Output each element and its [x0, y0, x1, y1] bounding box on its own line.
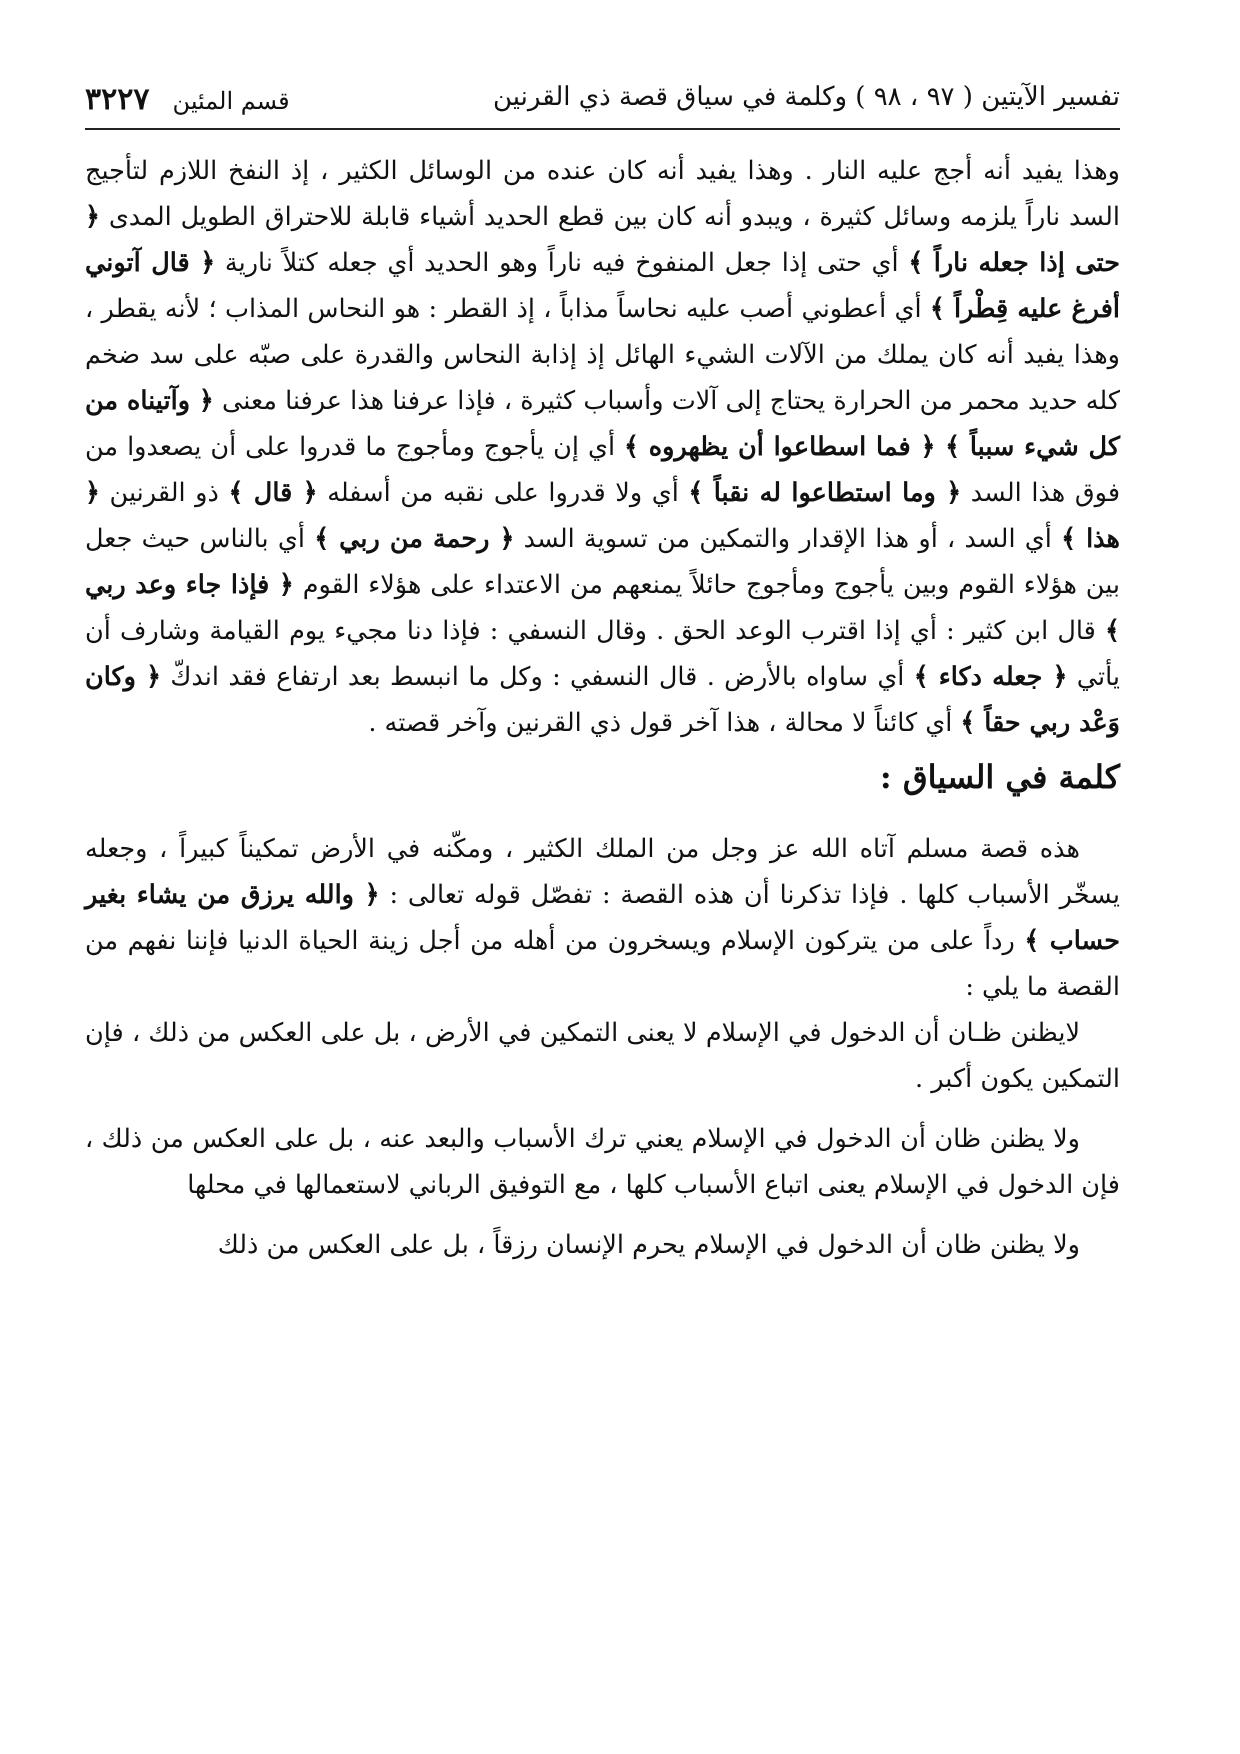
commentary-text: قال ابن كثير : أي إذا اقترب الوعد الحق . وقال النسفي : فإذا دنا مجيء يوم القيامة وشارف أن يأتي	[85, 616, 1120, 692]
commentary-paragraph	[85, 148, 1120, 746]
commentary-text: أي ساواه بالأرض . قال النسفي : وكل ما انبسط بعد ارتفاع فقد اندكّ	[161, 662, 914, 692]
commentary-text: وهذا يفيد أنه أجج عليه النار . وهذا يفيد أنه كان عنده من الوسائل الكثير ، إذ النفخ اللازم لتأجيج السد ناراً يلزمه وسائل كثيرة ، ويبدو أنه كان بين قطع الحديد أشياء قابلة للاحتراق الطويل المدى	[85, 156, 1120, 232]
quran-verse: ﴿ وآتيناه من كل شيء سبباً ﴾ ﴿ فما اسطاعوا أن يظهروه ﴾	[85, 386, 1120, 462]
point-paragraph-1: لايظنن ظـان أن الدخول في الإسلام لا يعنى التمكين في الأرض ، بل على العكس من ذلك ، فإن التمكين يكون أكبر .	[85, 1018, 1120, 1094]
section-heading: كلمة في السياق :	[879, 758, 1120, 796]
commentary-text: أي إن يأجوج ومأجوج ما قدروا على أن يصعدوا من فوق هذا السد	[85, 432, 1121, 508]
quran-verse: ﴿ حتى إذا جعله ناراً ﴾	[85, 202, 1121, 278]
quran-verse: ﴿ قال ﴾	[228, 478, 318, 508]
page-number: ٣٢٢٧	[85, 82, 150, 117]
quran-verse: ﴿ وكان وَعْد ربي حقاً ﴾	[85, 662, 1120, 738]
quran-verse: ﴿ هذا ﴾	[85, 478, 1120, 554]
quran-verse: ﴿ جعله دكاء ﴾	[913, 662, 1068, 692]
commentary-text: ذو القرنين	[99, 478, 229, 508]
commentary-text: أي حتى إذا جعل المنفوخ فيه ناراً وهو الحديد أي جعله كتلاً نارية	[215, 248, 909, 278]
point-paragraph-3: ولا يظنن ظان أن الدخول في الإسلام يحرم الإنسان رزقاً ، بل على العكس من ذلك	[217, 1230, 1080, 1260]
commentary-text: أي ولا قدروا على نقبه من أسفله	[317, 478, 689, 508]
page-header	[85, 78, 1120, 130]
quran-verse: ﴿ قال آتوني أفرغ عليه قِطْراً ﴾	[85, 248, 1121, 324]
section-name: قسم المئين	[172, 87, 290, 115]
page-body	[85, 148, 1120, 1268]
context-intro-paragraph	[85, 826, 1120, 1010]
point-paragraph-2: ولا يظنن ظان أن الدخول في الإسلام يعني ترك الأسباب والبعد عنه ، بل على العكس من ذلك ، فإن الدخول في الإسلام يعنى اتباع الأسباب كلها ، مع التوفيق الرباني لاستعمالها في محلها	[85, 1124, 1120, 1200]
quran-verse: ﴿ والله يرزق من يشاء بغير حساب ﴾	[85, 880, 1120, 956]
commentary-text: أي كائناً لا محالة ، هذا آخر قول ذي القرنين وآخر قصته .	[368, 708, 961, 738]
commentary-text: رداً على من يتركون الإسلام ويسخرون من أهله من أجل زينة الحياة الدنيا فإننا نفهم من القصة ما يلي :	[85, 926, 1120, 1002]
running-title: تفسير الآيتين ( ٩٧ ، ٩٨ ) وكلمة في سياق قصة ذي القرنين	[493, 82, 1120, 112]
commentary-text: أي بالناس حيث جعل بين هؤلاء القوم وبين يأجوج ومأجوج حائلاً يمنعهم من الاعتداء على هؤلاء القوم	[85, 524, 1120, 600]
commentary-text: أي السد ، أو هذا الإقدار والتمكين من تسوية السد	[514, 524, 1062, 554]
commentary-text: أي أعطوني أصب عليه نحاساً مذاباً ، إذ القطر : هو النحاس المذاب ؛ لأنه يقطر ، وهذا يفيد أنه كان يملك من الآلات الشيء الهائل إذ إذابة النحاس والقدرة على صبّه على سد ضخم كله حديد محمر من الحرارة يحتاج إلى آلات وأسباب كثيرة ، فإذا عرفنا هذا عرفنا معنى	[85, 294, 1120, 416]
quran-verse: ﴿ وما استطاعوا له نقباً ﴾	[688, 478, 962, 508]
header-left-group	[85, 82, 290, 117]
quran-verse: ﴿ فإذا جاء وعد ربي ﴾	[85, 570, 1120, 646]
commentary-text: هذه قصة مسلم آتاه الله عز وجل من الملك الكثير ، ومكّنه في الأرض تمكيناً كبيراً ، وجعله يسخّر الأسباب كلها . فإذا تذكرنا أن هذه القصة : تفصّل قوله تعالى :	[85, 834, 1120, 910]
quran-verse: ﴿ رحمة من ربي ﴾	[314, 524, 515, 554]
